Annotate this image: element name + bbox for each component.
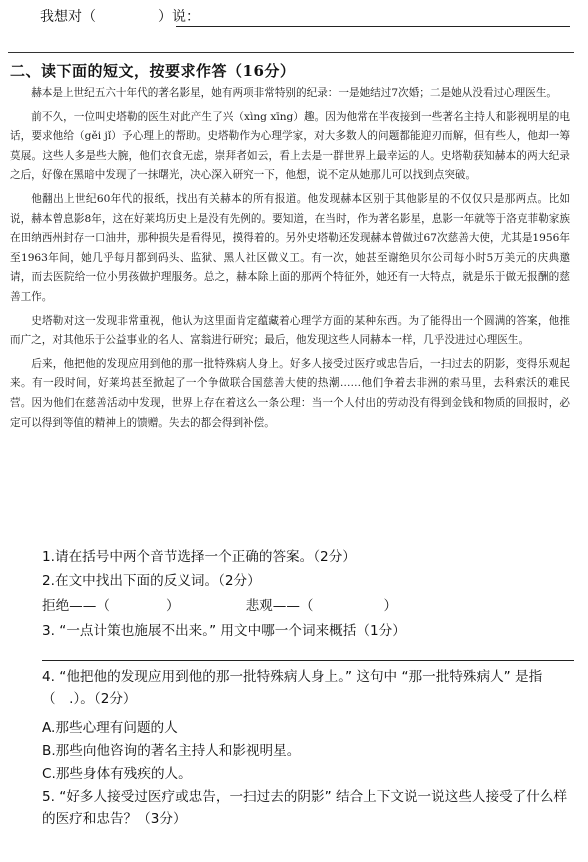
option-b[interactable]: B.那些向他咨询的著名主持人和影视明星。	[42, 743, 301, 759]
question-4: 4. “他把他的发现应用到他的那一批特殊病人身上。” 这句中 “那一批特殊病人” 是指（ .）。（2分）	[42, 669, 543, 707]
passage-paragraph: 他翻出上世纪60年代的报纸，找出有关赫本的所有报道。他发现赫本区别于其他影星的不仅仅只是那两点。比如说，赫本曾息影8年，这在好莱坞历史上是没有先例的。要知道，在当时，作为著名影星，息影一年就等于洛克菲勒家族在田纳西州封存一口油井，那种损失是看得见，摸得着的。另外史塔勒还发现赫本曾做过67次慈善大使，尤其是1956年至1963年间，她几乎每月都到码头、监狱、黑人社区做义工。有一次，她甚至谢绝贝尔公司每小时5万美元的庆典邀请，而去医院给一位小男孩做护理服务。总之，赫本除上面的那两个特征外，她还有一大特点，就是乐于做无报酬的慈善工作。	[10, 192, 570, 303]
question-2: 2.在文中找出下面的反义词。（2分）	[42, 573, 261, 589]
question-1: 1.请在括号中两个音节选择一个正确的答案。（2分）	[42, 549, 356, 565]
passage-paragraph: 前不久，一位叫史塔勒的医生对此产生了兴（xìng xīng）趣。因为他常在半夜接到一些著名主持人和影视明星的电话，要求他给（gěi jǐ）予心理上的帮助。史塔勒作为心理学家，对大多数人的问题都能迎刃而解，但有些人，他却一筹莫展。这些人多是些大腕，他们衣食无虑，崇拜者如云，看上去是一群世界上最幸运的人。史塔勒获知赫本的两大纪录之后，好像在黑暗中发现了一抹曙光，决心深入研究一下，他想，说不定从她那儿可以找到点突破。	[10, 110, 570, 182]
option-c[interactable]: C.那些身体有残疾的人。	[42, 766, 192, 782]
option-a[interactable]: A.那些心理有问题的人	[42, 720, 178, 736]
prompt-end: ）说：	[158, 9, 200, 25]
answer-underline[interactable]	[176, 26, 570, 27]
antonym-a-label: 拒绝——（	[42, 598, 110, 614]
antonym-a-close: ）	[165, 598, 180, 614]
reading-passage	[10, 84, 570, 433]
section-heading: 二、读下面的短文，按要求作答（16分）	[10, 62, 296, 80]
question-3: 3. “一点计策也施展不出来。” 用文中哪一个词来概括（1分）	[42, 623, 406, 639]
question-5: 5. “好多人接受过医疗或忠告，一扫过去的阴影” 结合上下文说一说这些人接受了什么样的医疗和忠告？（3分）	[42, 789, 568, 827]
antonym-b-label: 悲观——（	[245, 598, 314, 614]
passage-paragraph: 赫本是上世纪五六十年代的著名影星，她有两项非常特别的纪录：一是她结过7次婚；二是她从没看过心理医生。	[31, 87, 558, 99]
prompt-start: 我想对（	[40, 9, 96, 25]
question-3-answer-line[interactable]	[42, 660, 574, 661]
previous-question-line	[40, 6, 200, 26]
section-divider	[8, 52, 574, 53]
passage-paragraph: 史塔勒对这一发现非常重视，他认为这里面肯定蕴藏着心理学方面的某种东西。为了能得出一个圆满的答案，他推而广之，对其他乐于公益事业的名人、富翁进行研究；最后，他发现这些人同赫本一样，几乎没进过心理医生。	[10, 314, 570, 347]
passage-paragraph: 后来，他把他的发现应用到他的那一批特殊病人身上。好多人接受过医疗或忠告后，一扫过去的阴影，变得乐观起来。有一段时间，好莱坞甚至掀起了一个争做联合国慈善大使的热潮……他们争着去非洲的索马里，去科索沃的难民营。因为他们在慈善活动中发现，世界上存在着这么一条公理：当一个人付出的劳动没有得到金钱和物质的回报时，必定可以得到等值的精神上的馈赠。失去的都会得到补偿。	[10, 357, 570, 429]
antonym-b-close: ）	[383, 598, 398, 614]
antonym-row	[42, 594, 397, 614]
